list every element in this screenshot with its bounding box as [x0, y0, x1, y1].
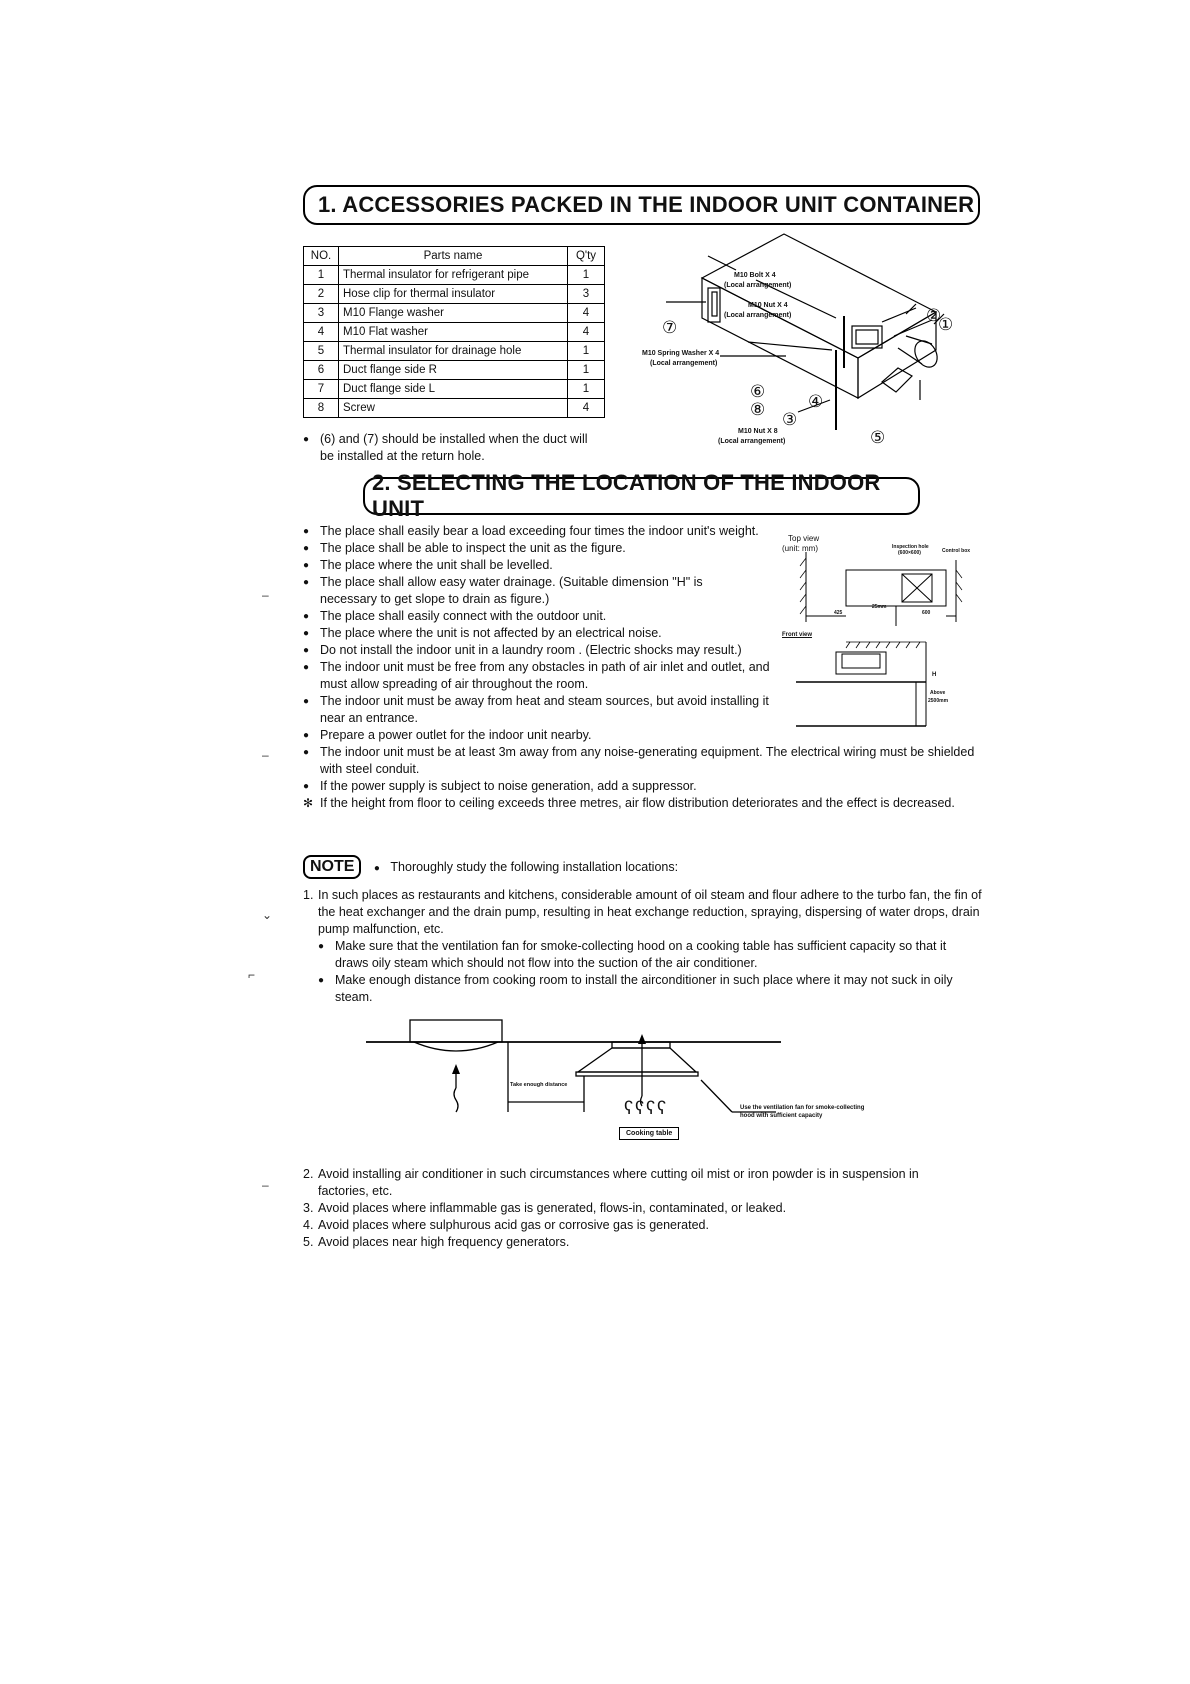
- col-header-no: NO.: [304, 247, 339, 266]
- row-no: 3: [304, 304, 339, 323]
- callout-3: ③: [782, 410, 798, 429]
- table-header-row: [304, 247, 605, 266]
- ac-panel: [414, 1042, 498, 1051]
- table-row: [304, 285, 605, 304]
- section1-title-text: 1. ACCESSORIES PACKED IN THE INDOOR UNIT CONTAINER: [318, 192, 975, 217]
- row-no: 6: [304, 361, 339, 380]
- row-name: M10 Flat washer: [339, 323, 568, 342]
- unit-mounting-diagram: [636, 230, 976, 460]
- duct-note-text: ● (6) and (7) should be installed when the duct will be installed at the return hole.: [303, 431, 603, 465]
- note-item-1: [303, 887, 983, 938]
- margin-mark: ⌄: [262, 908, 273, 922]
- table-row: [304, 399, 605, 418]
- label-local-2: (Local arrangement): [724, 312, 792, 319]
- item-text: Avoid installing air conditioner in such circumstances where cutting oil mist or iron powder is in suspension in factories, etc.: [318, 1167, 919, 1198]
- label-washer: M10 Spring Washer X 4: [642, 350, 720, 357]
- table-row: [304, 361, 605, 380]
- inspection-hole-label: Inspection hole: [892, 544, 929, 550]
- numbered-item: [303, 1234, 983, 1251]
- section2-title: [363, 470, 920, 521]
- item-text: Avoid places where sulphurous acid gas or corrosive gas is generated.: [318, 1218, 709, 1232]
- row-name: Duct flange side R: [339, 361, 568, 380]
- label-local-1: (Local arrangement): [724, 282, 792, 289]
- kitchen-figure: [366, 1016, 786, 1156]
- item-text: In such places as restaurants and kitchens, considerable amount of oil steam and flour adhere to the turbo fan, the fin of the heat exchanger and the drain pump, resulting in heat exchange reduction, spraying, dispersing of water drops, drain pump malfunction, etc.: [318, 888, 982, 936]
- section2-title-text: 2. SELECTING THE LOCATION OF THE INDOOR UNIT: [372, 470, 881, 521]
- row-qty: 1: [568, 361, 605, 380]
- margin-mark: –: [262, 748, 269, 762]
- distance-label: Take enough distance: [510, 1082, 568, 1088]
- margin-mark: –: [262, 1178, 269, 1192]
- note-bullet-icon: ●: [373, 863, 380, 874]
- label-local-3: (Local arrangement): [650, 360, 718, 367]
- duct-note: [303, 431, 603, 465]
- ceiling-unit: [410, 1020, 502, 1042]
- row-no: 4: [304, 323, 339, 342]
- row-qty: 1: [568, 342, 605, 361]
- bullet-item: ● The place shall be able to inspect the unit as the figure.: [303, 540, 760, 557]
- row-no: 1: [304, 266, 339, 285]
- table-row: [304, 323, 605, 342]
- height-star-note: ✻ If the height from floor to ceiling exceeds three metres, air flow distribution deteriorates and the effect is decreased.: [303, 795, 983, 812]
- label-nut8: M10 Nut X 8: [738, 428, 778, 435]
- callout-2: ②: [926, 306, 942, 325]
- unit-front-face: [702, 278, 858, 398]
- top-view-label: Top view: [788, 534, 820, 543]
- unit-side-face: [858, 312, 936, 398]
- row-qty: 1: [568, 380, 605, 399]
- numbered-item: [303, 1217, 983, 1234]
- bullet-item: ● If the power supply is subject to noise generation, add a suppressor.: [303, 778, 983, 795]
- bullet-item: ● The indoor unit must be away from heat and steam sources, but avoid installing it near an entrance.: [303, 693, 780, 727]
- control-box-label: Control box: [942, 548, 971, 554]
- row-qty: 4: [568, 399, 605, 418]
- label-local-4: (Local arrangement): [718, 438, 786, 445]
- margin-mark: ⌐: [248, 968, 256, 982]
- row-name: Thermal insulator for drainage hole: [339, 342, 568, 361]
- bullet-item: ● The place where the unit shall be levelled.: [303, 557, 760, 574]
- h-label: H: [932, 672, 937, 678]
- item-number: 5.: [303, 1235, 314, 1249]
- sub-bullet-item: ● Make enough distance from cooking room to install the airconditioner in such place where it may not suck in oily steam.: [318, 972, 983, 1006]
- item-number: 4.: [303, 1218, 314, 1232]
- row-no: 5: [304, 342, 339, 361]
- callout-1: ①: [938, 315, 954, 334]
- sub-bullet-item: ● Make sure that the ventilation fan for smoke-collecting hood on a cooking table has sufficient capacity so that it draws oily steam which should not flow into the suction of the air conditioner.: [318, 938, 983, 972]
- note-intro: Thoroughly study the following installation locations:: [390, 860, 679, 874]
- bullet-item: ● The place where the unit is not affected by an electrical noise.: [303, 625, 800, 642]
- row-qty: 1: [568, 266, 605, 285]
- label-nut4: M10 Nut X 4: [748, 302, 788, 309]
- above-label: Above: [930, 690, 946, 696]
- table-row: [304, 342, 605, 361]
- row-no: 7: [304, 380, 339, 399]
- unit-mm-label: (unit: mm): [782, 544, 818, 553]
- smoke-hood: [578, 1048, 696, 1072]
- row-name: Hose clip for thermal insulator: [339, 285, 568, 304]
- dim-a-label: 425: [834, 610, 843, 616]
- unit-front-view: [836, 652, 886, 674]
- bullet-item: ● The indoor unit must be at least 3m away from any noise-generating equipment. The electrical wiring must be shielded with steel conduit.: [303, 744, 983, 778]
- row-no: 8: [304, 399, 339, 418]
- col-header-qty: Q'ty: [568, 247, 605, 266]
- row-qty: 4: [568, 323, 605, 342]
- duct-flange-l: [708, 288, 720, 322]
- table-row: [304, 266, 605, 285]
- callout-4: ④: [808, 392, 824, 411]
- fan-note-label: Use the ventilation fan for smoke-collecting hood with sufficient capacity: [740, 1105, 865, 1119]
- callout-6: ⑥: [750, 382, 766, 401]
- item-text: Avoid places where inflammable gas is generated, flows-in, contaminated, or leaked.: [318, 1201, 787, 1215]
- bullet-item: ● The place shall allow easy water drainage. (Suitable dimension "H" is necessary to get slope to drain as figure.): [303, 574, 760, 608]
- row-name: M10 Flange washer: [339, 304, 568, 323]
- numbered-item: [303, 887, 983, 938]
- note-badge: NOTE: [303, 855, 361, 879]
- item-number: 2.: [303, 1167, 314, 1181]
- bullet-item: ● The place shall easily connect with the outdoor unit.: [303, 608, 760, 625]
- table-row: [304, 304, 605, 323]
- item-number: 1.: [303, 888, 314, 902]
- callout-5: ⑤: [870, 428, 886, 447]
- item-number: 3.: [303, 1201, 314, 1215]
- accessories-table: [303, 246, 605, 418]
- row-qty: 3: [568, 285, 605, 304]
- dim-b-label: 600: [922, 610, 931, 616]
- row-name: Screw: [339, 399, 568, 418]
- table-row: [304, 380, 605, 399]
- numbered-item: [303, 1200, 983, 1217]
- inspection-size-label: (600×600): [898, 550, 921, 556]
- numbered-item: [303, 1166, 938, 1200]
- col-header-parts: Parts name: [339, 247, 568, 266]
- above2-label: 2500mm: [928, 698, 949, 704]
- section1-title: [303, 185, 980, 225]
- cooking-table-label: Cooking table: [619, 1127, 679, 1140]
- dim-c-label: 25mm: [872, 604, 887, 610]
- bullet-item: ● Do not install the indoor unit in a laundry room . (Electric shocks may result.): [303, 642, 830, 659]
- avoid-list: [303, 1166, 983, 1251]
- steam-squiggles-icon: ʕʕʕʕ: [624, 1098, 668, 1118]
- front-view-label: Front view: [782, 632, 813, 638]
- row-no: 2: [304, 285, 339, 304]
- bullet-item: ● The place shall easily bear a load exceeding four times the indoor unit's weight.: [303, 523, 760, 540]
- row-name: Thermal insulator for refrigerant pipe: [339, 266, 568, 285]
- row-qty: 4: [568, 304, 605, 323]
- bullet-item: ● Prepare a power outlet for the indoor unit nearby.: [303, 727, 983, 744]
- note-line: [303, 855, 678, 879]
- label-bolt: M10 Bolt X 4: [734, 272, 776, 279]
- callout-7: ⑦: [662, 318, 678, 337]
- item-text: Avoid places near high frequency generators.: [318, 1235, 570, 1249]
- bullet-item: ● The indoor unit must be free from any obstacles in path of air inlet and outlet, and must allow spreading of air throughout the room.: [303, 659, 780, 693]
- margin-mark: –: [262, 588, 269, 602]
- note-sub-bullets: [318, 938, 983, 1006]
- row-name: Duct flange side L: [339, 380, 568, 399]
- callout-8: ⑧: [750, 400, 766, 419]
